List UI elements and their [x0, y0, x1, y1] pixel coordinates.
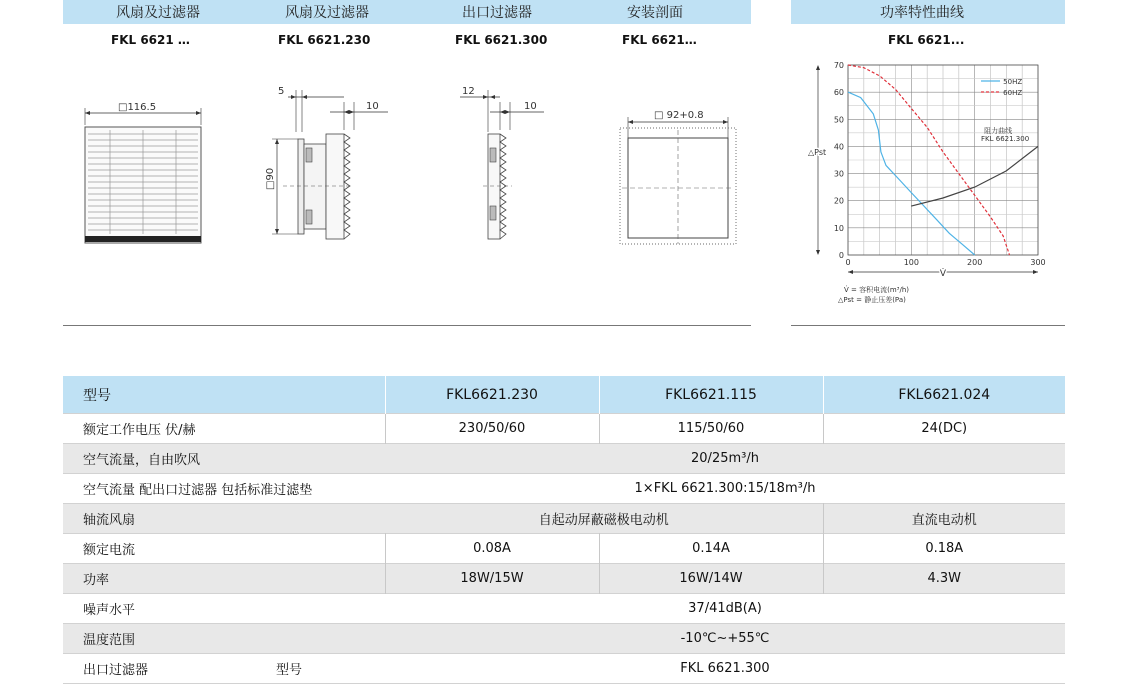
row-label: 温度范围 — [63, 624, 385, 654]
row-label: 额定工作电压 伏/赫 — [83, 423, 196, 438]
model-outlet-filter: FKL 6621.300 — [455, 33, 548, 47]
y-tick-label: 70 — [833, 61, 844, 70]
cell: 自起动屏蔽磁极电动机 — [385, 504, 823, 534]
header-fan-filter-2: 风扇及过滤器 — [285, 5, 369, 21]
model-fan-filter-2: FKL 6621.230 — [278, 33, 371, 47]
chart-legend — [981, 78, 1022, 97]
y-tick-label: 30 — [833, 169, 844, 179]
header-fan-filter-1: 风扇及过滤器 — [116, 5, 200, 21]
y-axis-arrow-head — [816, 65, 820, 70]
cell: -10℃~+55℃ — [385, 624, 1065, 654]
model-fan-filter-1: FKL 6621 … — [111, 33, 190, 47]
table-row-noise — [63, 594, 1065, 624]
cell: 1×FKL 6621.300:15/18m³/h — [634, 481, 816, 496]
model-install-section: FKL 6621… — [622, 33, 697, 47]
performance-chart — [800, 55, 1062, 315]
resistance-curve-model: FKL 6621.300 — [981, 135, 1030, 143]
header-outlet-filter: 出口过滤器 — [462, 5, 532, 21]
y-tick-label: 50 — [833, 115, 844, 125]
cell: 0.08A — [385, 534, 599, 564]
y-tick-label: 60 — [833, 88, 844, 98]
cell: 24(DC) — [823, 414, 1065, 444]
row-label: 空气流量，自由吹风 — [63, 444, 385, 474]
cell: 37/41dB(A) — [688, 601, 762, 616]
side-view-drawing — [258, 82, 398, 252]
row-label: 轴流风扇 — [63, 504, 385, 534]
y-tick-label: 20 — [833, 196, 844, 206]
table-header-row — [63, 376, 1065, 414]
x-tick-label: 300 — [1030, 258, 1046, 267]
header-col-1: FKL6621.230 — [385, 376, 599, 414]
spec-table — [63, 376, 1065, 684]
drawings-header-bar — [63, 0, 751, 24]
x-tick-label: 100 — [903, 258, 919, 267]
table-row-outlet — [63, 654, 1065, 684]
row-label — [63, 654, 385, 684]
x-axis-arrow-head — [1033, 270, 1038, 274]
y-tick-label: 10 — [833, 223, 844, 233]
row-label: 功率 — [63, 564, 385, 594]
cell: 18W/15W — [385, 564, 599, 594]
header-power-curve: 功率特性曲线 — [880, 5, 964, 21]
outlet-left-dim: 12 — [462, 86, 475, 97]
table-row-voltage — [63, 414, 1065, 444]
cell: FKL 6621.300 — [680, 661, 770, 676]
x-tick-label: 200 — [967, 258, 983, 267]
chart-bottom-rule — [791, 325, 1065, 326]
cell: 20/25m³/h — [385, 444, 1065, 474]
y-tick-label: 40 — [833, 142, 844, 152]
y-tick-label: 0 — [838, 251, 844, 260]
x-tick-label: 0 — [845, 258, 851, 267]
chart-y-ticks — [834, 61, 844, 260]
cell: 直流电动机 — [823, 504, 1065, 534]
side-left-dim: 5 — [278, 86, 285, 97]
legend-label: 60HZ — [1003, 89, 1023, 97]
cell: 4.3W — [823, 564, 1065, 594]
row-label: 噪声水平 — [83, 603, 136, 618]
table-row-airflow-filter — [63, 474, 1065, 504]
header-model-label: 型号 — [63, 376, 385, 414]
cell: 0.18A — [823, 534, 1065, 564]
header-install-section: 安装剖面 — [627, 5, 683, 21]
legend-label: 50HZ — [1003, 78, 1023, 86]
table-row-airflow — [63, 444, 1065, 474]
chart-x-label: V̇ — [939, 269, 947, 279]
cell: 0.14A — [599, 534, 823, 564]
model-power-curve: FKL 6621... — [888, 33, 965, 47]
cell: 115/50/60 — [599, 414, 823, 444]
cutout-drawing — [608, 100, 748, 250]
table-row-fan-type — [63, 504, 1065, 534]
row-sub-label: 型号 — [276, 663, 303, 678]
x-axis-arrow-head — [848, 270, 853, 274]
resistance-curve-label: 阻力曲线 — [984, 126, 1013, 135]
cutout-dim: □ 92+0.8 — [654, 110, 704, 121]
front-grille-drawing — [70, 100, 220, 250]
chart-note-flow: V̇ = 容积电流(m³/h) — [844, 286, 909, 294]
side-right-dim: 10 — [366, 101, 379, 112]
row-label-text: 出口过滤器 — [83, 663, 149, 678]
chart-header-bar — [791, 0, 1065, 24]
side-height-dim: □90 — [265, 167, 276, 190]
chart-y-label: △Pst — [808, 148, 827, 157]
outlet-filter-drawing — [448, 82, 548, 252]
row-label: 空气流量 配出口过滤器 包括标准过滤垫 — [83, 483, 313, 498]
table-row-power — [63, 564, 1065, 594]
row-label: 额定电流 — [83, 543, 136, 558]
header-col-2: FKL6621.115 — [599, 376, 823, 414]
y-axis-arrow-head — [816, 250, 820, 255]
table-row-temp — [63, 624, 1065, 654]
drawings-bottom-rule — [63, 325, 751, 326]
outlet-right-dim: 10 — [524, 101, 537, 112]
chart-note-pressure: △Pst = 静止压差(Pa) — [838, 296, 906, 304]
cell: 16W/14W — [599, 564, 823, 594]
table-row-current — [63, 534, 1065, 564]
front-dim-label: □116.5 — [118, 102, 157, 113]
header-col-3: FKL6621.024 — [823, 376, 1065, 414]
cell: 230/50/60 — [385, 414, 599, 444]
chart-x-ticks — [845, 258, 1045, 267]
